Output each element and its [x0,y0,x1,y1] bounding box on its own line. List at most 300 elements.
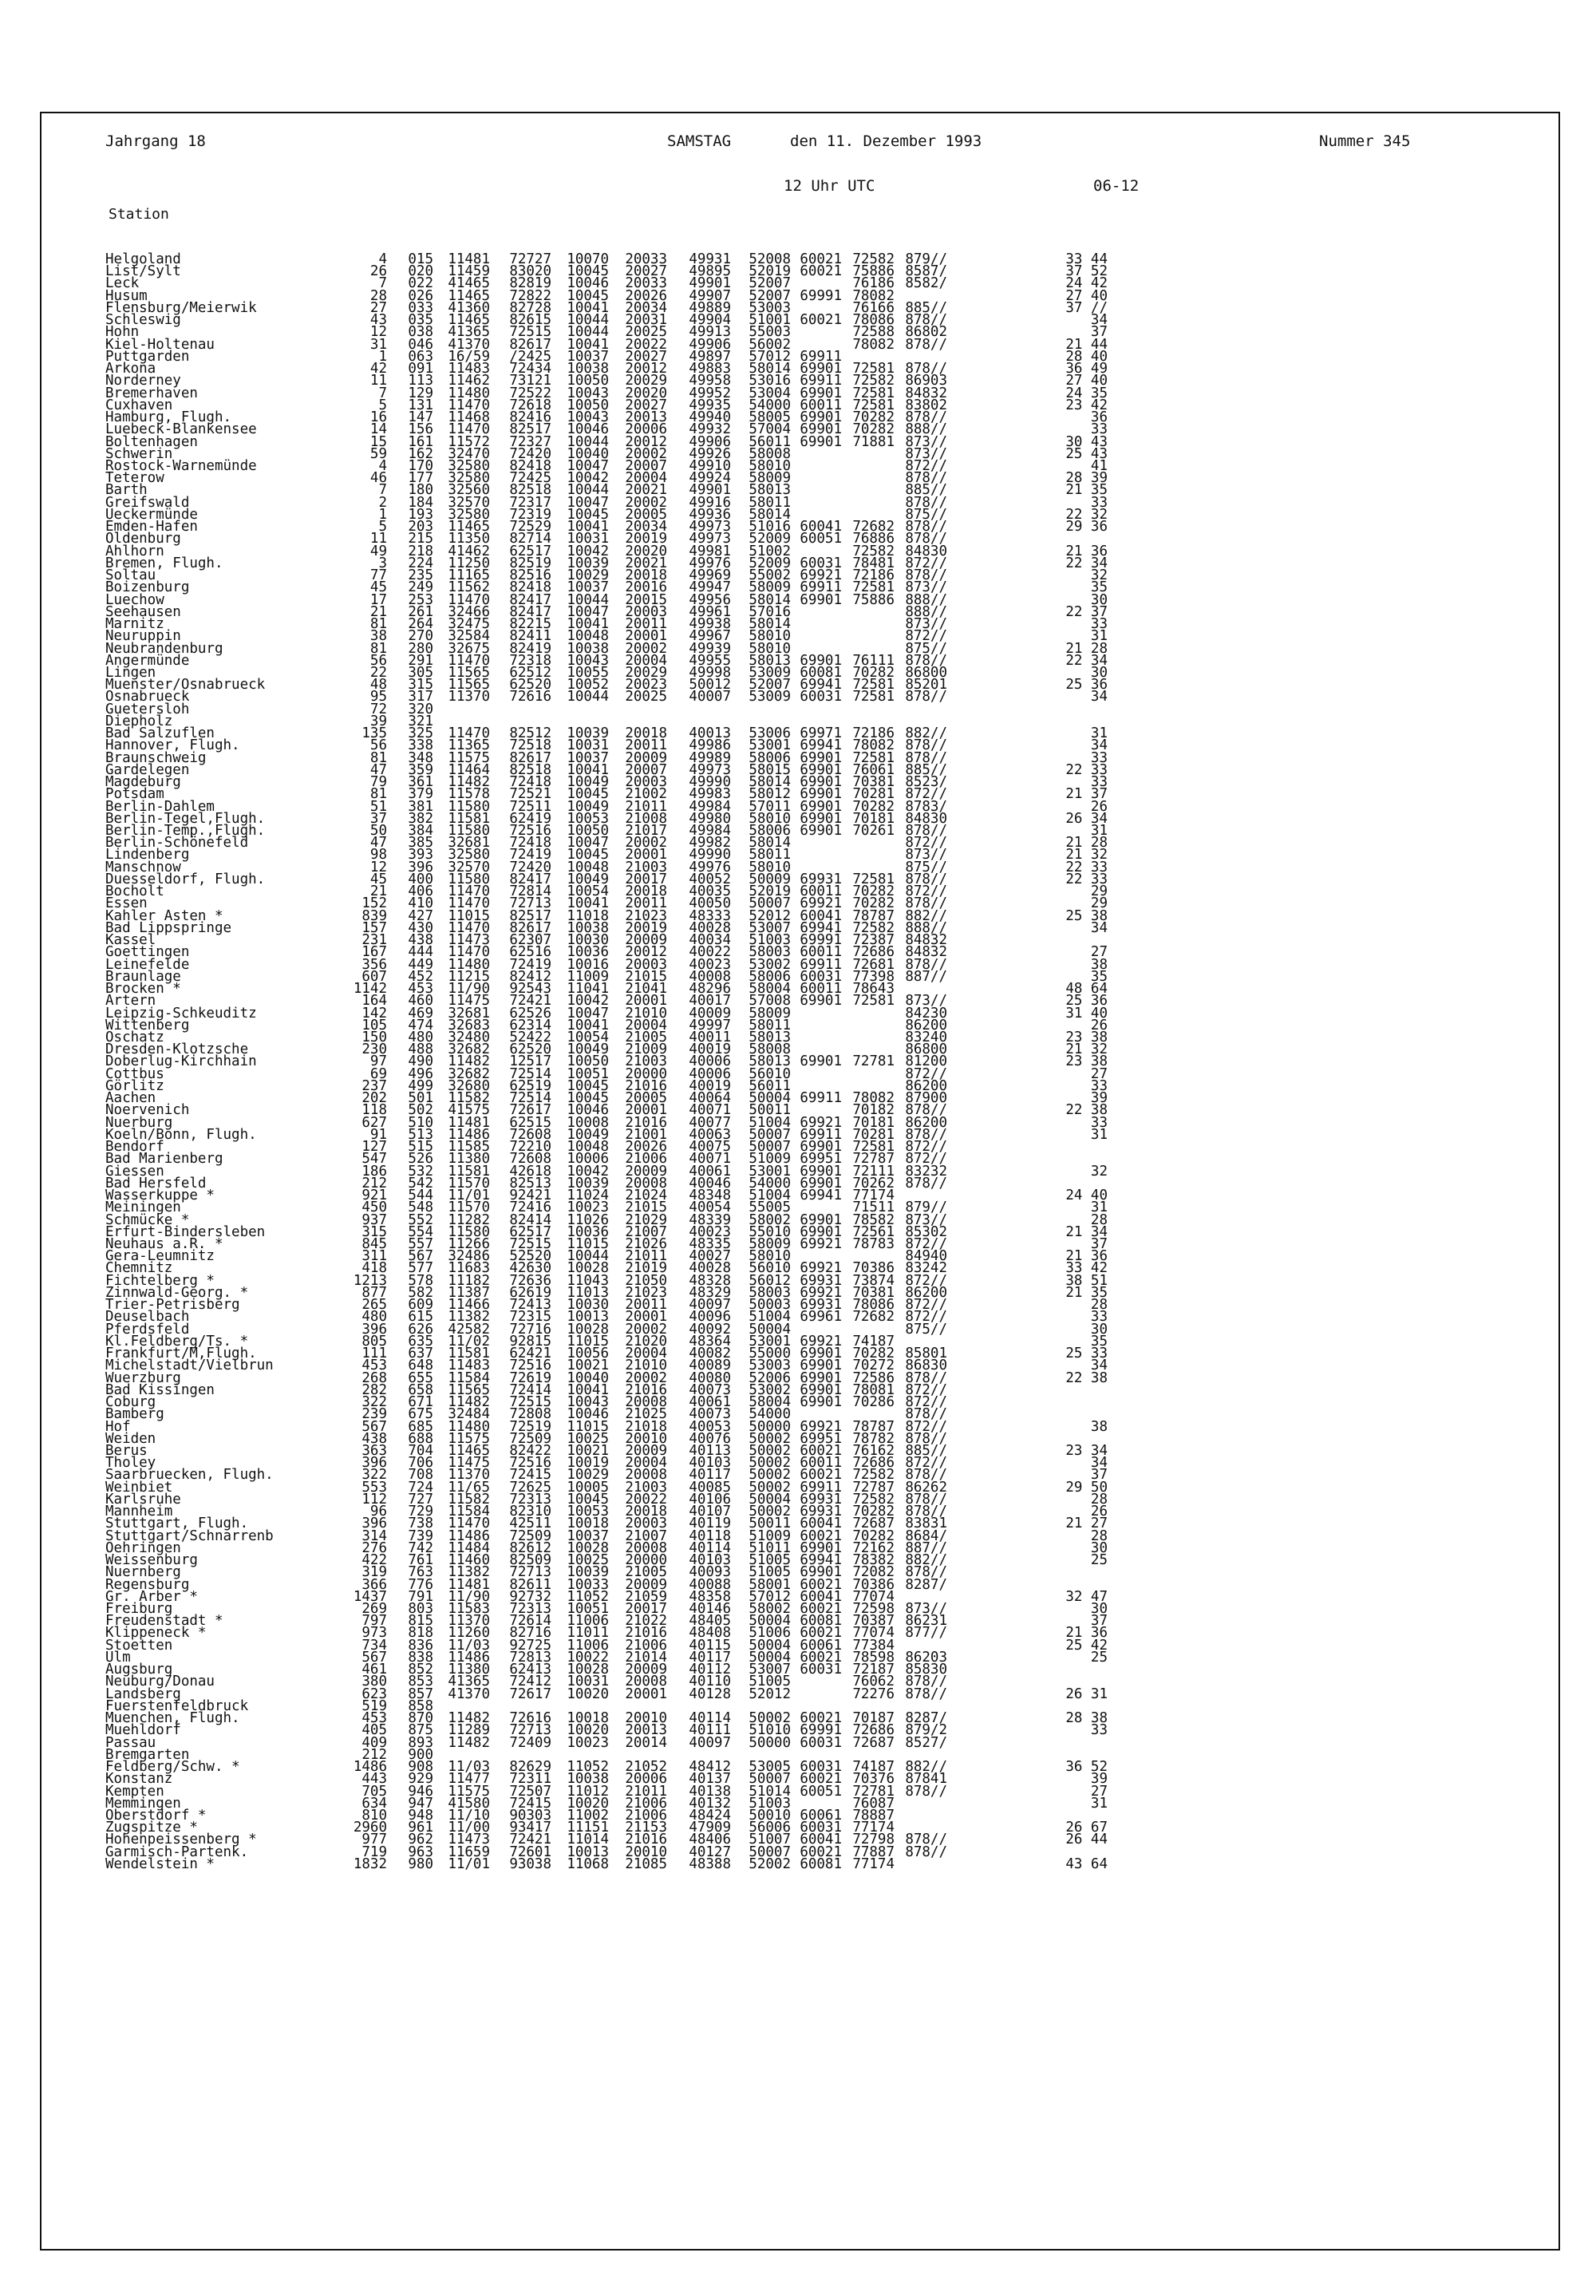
cell-iii: 875 [408,1722,433,1739]
cell-iihvv: 11565 [448,1381,490,1398]
cell-nddff: 72318 [509,652,551,669]
cell-2sttt: 21016 [625,1077,667,1094]
cell-6rrrt: 69921 [800,1260,842,1277]
cell-ff-ff: 33 [1090,616,1108,633]
cell-iihvv: 11370 [448,1613,490,1630]
cell-7wwww: 70286 [852,1394,895,1411]
cell-ff-ff: 33 [1090,494,1108,511]
cell-6rrrt: 60021 [800,1527,842,1544]
cell-iii: 338 [408,737,433,754]
cell-4pppp: 40007 [689,689,731,705]
cell-1sttt: 10031 [567,737,609,754]
cell-1sttt: 10041 [567,895,609,912]
cell-6rrrt: 60061 [800,1808,842,1824]
cell-7wwww: 72686 [852,1455,895,1472]
cell-7wwww: 77074 [852,1588,895,1605]
cell-5appp: 56010 [749,1260,791,1277]
cell-hoehe: 31 [369,336,387,353]
cell-ff-ff: 25 33 [1065,1346,1108,1362]
cell-iihvv: 11260 [448,1625,490,1642]
cell-iii: 180 [408,482,433,499]
cell-2sttt: 20009 [625,749,667,766]
cell-1sttt: 10041 [567,1381,609,1398]
cell-6rrrt: 60041 [800,1516,842,1532]
cell-4pppp: 47909 [689,1820,731,1836]
cell-6rrrt: 60011 [800,981,842,998]
cell-iii: 359 [408,761,433,778]
cell-nddff: 90303 [509,1808,551,1824]
cell-ff-ff: 21 32 [1065,847,1108,863]
cell-4pppp: 40023 [689,956,731,973]
cell-2sttt: 20017 [625,1601,667,1618]
cell-iihvv: 11370 [448,1467,490,1484]
cell-1sttt: 11018 [567,907,609,924]
cell-2sttt: 21017 [625,823,667,840]
cell-6rrrt: 60011 [800,944,842,961]
cell-iihvv: 11475 [448,993,490,1010]
cell-8nccc: 878// [905,1406,947,1423]
cell-5appp: 58004 [749,981,791,998]
cell-7wwww: 72581 [852,689,895,705]
cell-6rrrt: 69901 [800,1381,842,1398]
cell-7wwww: 72111 [852,1163,895,1180]
cell-4pppp: 49990 [689,774,731,791]
cell-ff-ff: 30 43 [1065,433,1108,450]
cell-1sttt: 10028 [567,1321,609,1338]
cell-8nccc: 878// [905,494,947,511]
cell-4pppp: 40137 [689,1771,731,1788]
cell-hoehe: 623 [361,1685,387,1702]
cell-8nccc: 87900 [905,1090,947,1107]
observation-time-label: 12 Uhr UTC [784,177,875,195]
cell-2sttt: 21006 [625,1795,667,1812]
cell-station: Koeln/Bonn, Flugh. [105,1126,257,1143]
cell-4pppp: 49907 [689,287,731,304]
cell-nddff: 62517 [509,543,551,559]
cell-station: Oberstdorf * [105,1808,207,1824]
cell-4pppp: 40092 [689,1321,731,1338]
cell-6rrrt: 60031 [800,689,842,705]
cell-5appp: 57011 [749,798,791,815]
cell-2sttt: 20018 [625,883,667,900]
cell-hoehe: 269 [361,1601,387,1618]
cell-4pppp: 49967 [689,628,731,645]
cell-hoehe: 405 [361,1722,387,1739]
cell-hoehe: 186 [361,1163,387,1180]
cell-iihvv: 11470 [448,591,490,608]
cell-ff-ff: 25 42 [1065,1637,1108,1654]
cell-8nccc: 8684/ [905,1527,947,1544]
cell-station: Neubrandenburg [105,640,223,657]
cell-nddff: 72319 [509,506,551,523]
cell-8nccc: 882// [905,1759,947,1776]
cell-iihvv: 32470 [448,445,490,462]
cell-iii: 635 [408,1333,433,1350]
cell-1sttt: 10055 [567,664,609,681]
cell-5appp: 50002 [749,1442,791,1459]
cell-6rrrt: 69901 [800,1163,842,1180]
cell-ff-ff: 38 [1090,956,1108,973]
cell-hoehe: 98 [369,847,387,863]
cell-6rrrt: 60041 [800,907,842,924]
cell-station: Berlin-Schönefeld [105,835,249,852]
cell-ff-ff: 26 34 [1065,810,1108,827]
cell-ff-ff: 32 [1090,1163,1108,1180]
cell-6rrrt: 60021 [800,1467,842,1484]
cell-7wwww: 72582 [852,251,895,267]
cell-6rrrt: 60041 [800,1588,842,1605]
cell-8nccc: 878// [905,871,947,887]
cell-7wwww: 78598 [852,1649,895,1666]
cell-ff-ff: 37 52 [1065,263,1108,280]
cell-6rrrt: 60041 [800,519,842,535]
cell-8nccc: 875// [905,506,947,523]
cell-iihvv: 11584 [448,1504,490,1520]
cell-2sttt: 20009 [625,1163,667,1180]
cell-7wwww: 72581 [852,385,895,401]
cell-station: Flensburg/Meierwik [105,299,257,316]
cell-7wwww: 72581 [852,1139,895,1156]
cell-nddff: 82819 [509,275,551,292]
cell-iihvv: 41365 [448,324,490,341]
cell-7wwww: 72582 [852,1491,895,1508]
cell-2sttt: 20019 [625,919,667,936]
cell-4pppp: 48328 [689,1272,731,1289]
cell-4pppp: 40106 [689,1491,731,1508]
cell-iihvv: 11482 [448,1734,490,1751]
cell-8nccc: 873// [905,993,947,1010]
cell-station: Fuerstenfeldbruck [105,1697,249,1714]
cell-iii: 170 [408,457,433,474]
cell-ff-ff: 34 [1090,737,1108,754]
cell-station: Oschatz [105,1029,164,1045]
cell-7wwww: 72582 [852,543,895,559]
cell-4pppp: 40103 [689,1552,731,1569]
cell-8nccc: 872// [905,628,947,645]
cell-station: Mannheim [105,1504,173,1520]
cell-iihvv: 11580 [448,1223,490,1240]
cell-station: Dresden-Klotzsche [105,1041,249,1058]
cell-2sttt: 20026 [625,287,667,304]
cell-2sttt: 20012 [625,433,667,450]
cell-5appp: 50000 [749,1418,791,1435]
cell-iihvv: 11182 [448,1272,490,1289]
cell-iihvv: 11465 [448,519,490,535]
cell-nddff: 72619 [509,1369,551,1386]
cell-nddff: 72713 [509,895,551,912]
cell-hoehe: 315 [361,1223,387,1240]
cell-7wwww: 72186 [852,567,895,584]
cell-5appp: 57008 [749,993,791,1010]
cell-1sttt: 10036 [567,1223,609,1240]
cell-station: Doberlug-Kirchhain [105,1053,257,1070]
cell-1sttt: 10040 [567,445,609,462]
cell-nddff: 62520 [509,1041,551,1058]
cell-1sttt: 10043 [567,385,609,401]
cell-8nccc: 872// [905,1394,947,1411]
cell-1sttt: 10044 [567,312,609,329]
cell-station: Muehldorf [105,1722,181,1739]
cell-hoehe: 547 [361,1151,387,1168]
cell-8nccc: 8523/ [905,774,947,791]
cell-6rrrt: 69901 [800,1539,842,1556]
cell-4pppp: 49939 [689,640,731,657]
cell-2sttt: 20002 [625,640,667,657]
cell-nddff: 72521 [509,786,551,803]
cell-ff-ff: 33 [1090,421,1108,438]
cell-nddff: 82418 [509,457,551,474]
cell-iii: 947 [408,1795,433,1812]
cell-2sttt: 20020 [625,543,667,559]
cell-iihvv: 32681 [448,1005,490,1022]
cell-2sttt: 20033 [625,251,667,267]
cell-hoehe: 15 [369,433,387,450]
cell-7wwww: 70182 [852,1102,895,1119]
cell-7wwww: 70181 [852,810,895,827]
cell-hoehe: 627 [361,1114,387,1131]
cell-8nccc: 872// [905,883,947,900]
cell-ff-ff: 32 47 [1065,1588,1108,1605]
cell-7wwww: 74187 [852,1759,895,1776]
cell-6rrrt: 60011 [800,883,842,900]
cell-6rrrt: 69941 [800,1552,842,1569]
cell-4pppp: 40061 [689,1394,731,1411]
cell-5appp: 50007 [749,1126,791,1143]
cell-station: Weissenburg [105,1552,198,1569]
cell-6rrrt: 69901 [800,810,842,827]
cell-5appp: 58002 [749,1211,791,1228]
cell-4pppp: 49916 [689,494,731,511]
cell-ff-ff: 23 42 [1065,397,1108,413]
cell-hoehe: 1437 [353,1588,387,1605]
cell-4pppp: 40061 [689,1163,731,1180]
cell-2sttt: 20029 [625,664,667,681]
cell-6rrrt: 69901 [800,761,842,778]
cell-station: Norderney [105,373,181,389]
cell-iii: 708 [408,1467,433,1484]
cell-ff-ff: 28 38 [1065,1710,1108,1727]
cell-1sttt: 11068 [567,1855,609,1872]
cell-7wwww: 76111 [852,652,895,669]
cell-8nccc: 86800 [905,1041,947,1058]
cell-4pppp: 40093 [689,1564,731,1581]
cell-station: Augsburg [105,1662,173,1678]
cell-hoehe: 16 [369,409,387,426]
cell-8nccc: 84832 [905,944,947,961]
cell-1sttt: 10046 [567,1406,609,1423]
cell-station: Lindenberg [105,847,190,863]
cell-hoehe: 265 [361,1297,387,1314]
cell-hoehe: 127 [361,1139,387,1156]
cell-ff-ff: 21 27 [1065,1516,1108,1532]
cell-hoehe: 810 [361,1808,387,1824]
cell-nddff: 92421 [509,1188,551,1204]
cell-iihvv: 11459 [448,263,490,280]
cell-hoehe: 396 [361,1455,387,1472]
cell-7wwww: 70282 [852,1527,895,1544]
cell-ff-ff: 24 40 [1065,1188,1108,1204]
cell-2sttt: 20016 [625,579,667,596]
cell-ff-ff: 26 [1090,1504,1108,1520]
cell-7wwww: 78082 [852,287,895,304]
cell-iihvv: 41580 [448,1795,490,1812]
cell-7wwww: 70282 [852,409,895,426]
cell-station: Oldenburg [105,531,181,547]
cell-7wwww: 72682 [852,519,895,535]
cell-7wwww: 77174 [852,1188,895,1204]
cell-iihvv: 41370 [448,336,490,353]
cell-7wwww: 72598 [852,1601,895,1618]
cell-station: Braunschweig [105,749,207,766]
cell-iii: 406 [408,883,433,900]
cell-4pppp: 40052 [689,871,731,887]
cell-nddff: 72618 [509,397,551,413]
cell-station: Diepholz [105,713,173,729]
cell-6rrrt: 69931 [800,1297,842,1314]
cell-1sttt: 10037 [567,1527,609,1544]
cell-8nccc: 873// [905,1601,947,1618]
cell-6rrrt: 69931 [800,1491,842,1508]
cell-6rrrt: 69971 [800,725,842,742]
cell-iii: 184 [408,494,433,511]
station-table [105,251,1446,1872]
cell-hoehe: 95 [369,689,387,705]
cell-1sttt: 10050 [567,397,609,413]
cell-7wwww: 78082 [852,737,895,754]
cell-7wwww: 73874 [852,1272,895,1289]
cell-iii: 948 [408,1808,433,1824]
cell-iii: 385 [408,835,433,852]
cell-ff-ff: 48 64 [1065,981,1108,998]
cell-iii: 499 [408,1077,433,1094]
cell-iii: 609 [408,1297,433,1314]
cell-station: Tholey [105,1455,156,1472]
cell-4pppp: 40138 [689,1783,731,1800]
cell-1sttt: 10031 [567,531,609,547]
cell-hoehe: 39 [369,713,387,729]
cell-8nccc: 8587/ [905,263,947,280]
cell-iihvv: 42582 [448,1321,490,1338]
cell-8nccc: 84832 [905,932,947,949]
cell-4pppp: 49897 [689,348,731,365]
cell-iii: 761 [408,1552,433,1569]
cell-hoehe: 45 [369,871,387,887]
cell-5appp: 50000 [749,1734,791,1751]
cell-iihvv: 11382 [448,1564,490,1581]
cell-iii: 688 [408,1430,433,1447]
cell-hoehe: 1 [378,348,387,365]
cell-7wwww: 70261 [852,823,895,840]
cell-2sttt: 21026 [625,1235,667,1252]
cell-nddff: 82518 [509,761,551,778]
cell-ff-ff: 33 44 [1065,251,1108,267]
cell-5appp: 55002 [749,567,791,584]
cell-5appp: 50011 [749,1102,791,1119]
cell-iihvv: 11465 [448,312,490,329]
date-label: den 11. Dezember 1993 [790,132,982,150]
cell-4pppp: 48296 [689,981,731,998]
cell-4pppp: 48333 [689,907,731,924]
cell-iihvv: 11465 [448,287,490,304]
cell-7wwww: 70282 [852,895,895,912]
cell-station: Brocken * [105,981,181,998]
issue-number: Nummer 345 [1319,132,1411,150]
cell-1sttt: 10047 [567,494,609,511]
cell-ff-ff: 28 40 [1065,348,1108,365]
cell-iihvv: 11683 [448,1260,490,1277]
cell-5appp: 50004 [749,1613,791,1630]
cell-iihvv: 41365 [448,1674,490,1690]
cell-2sttt: 20003 [625,774,667,791]
cell-7wwww: 77174 [852,1820,895,1836]
cell-6rrrt: 69901 [800,798,842,815]
cell-7wwww: 70386 [852,1576,895,1593]
cell-8nccc: 878// [905,519,947,535]
cell-station: Boltenhagen [105,433,198,450]
cell-5appp: 53003 [749,1357,791,1374]
cell-6rrrt: 60031 [800,1662,842,1678]
cell-nddff: 72313 [509,1601,551,1618]
cell-iii: 526 [408,1151,433,1168]
cell-iihvv: 11580 [448,798,490,815]
cell-6rrrt: 60041 [800,1832,842,1848]
cell-1sttt: 10056 [567,1346,609,1362]
cell-ff-ff: 26 44 [1065,1832,1108,1848]
cell-nddff: 72636 [509,1272,551,1289]
cell-nddff: 82417 [509,603,551,620]
cell-iihvv: 11570 [448,1175,490,1191]
cell-nddff: 72511 [509,798,551,815]
cell-5appp: 58011 [749,847,791,863]
cell-iihvv: 11470 [448,895,490,912]
cell-4pppp: 50012 [689,677,731,694]
cell-8nccc: 882// [905,725,947,742]
cell-5appp: 51010 [749,1722,791,1739]
cell-nddff: 72808 [509,1406,551,1423]
cell-2sttt: 21153 [625,1820,667,1836]
cell-station: Hamburg, Flugh. [105,409,232,426]
cell-1sttt: 10041 [567,336,609,353]
cell-hoehe: 142 [361,1005,387,1022]
cell-iii: 532 [408,1163,433,1180]
cell-1sttt: 11011 [567,1625,609,1642]
cell-nddff: 72421 [509,993,551,1010]
cell-2sttt: 20004 [625,470,667,487]
cell-7wwww: 70187 [852,1710,895,1727]
cell-2sttt: 20002 [625,445,667,462]
cell-nddff: 82417 [509,591,551,608]
cell-8nccc: 8783/ [905,798,947,815]
cell-iihvv: 11583 [448,1601,490,1618]
cell-ff-ff: 37 [1090,324,1108,341]
cell-ff-ff: 21 37 [1065,786,1108,803]
cell-iihvv: 11480 [448,1418,490,1435]
cell-station: Pferdsfeld [105,1321,190,1338]
cell-8nccc: 86200 [905,1077,947,1094]
cell-hoehe: 5 [378,519,387,535]
cell-2sttt: 20023 [625,677,667,694]
cell-iii: 382 [408,810,433,827]
cell-6rrrt: 69901 [800,1346,842,1362]
cell-nddff: 92543 [509,981,551,998]
cell-ff-ff: 28 39 [1065,470,1108,487]
cell-2sttt: 21003 [625,1479,667,1496]
cell-nddff: 83020 [509,263,551,280]
cell-iihvv: 11/00 [448,1820,490,1836]
cell-iihvv: 11266 [448,1235,490,1252]
cell-6rrrt: 69991 [800,1722,842,1739]
cell-hoehe: 91 [369,1126,387,1143]
